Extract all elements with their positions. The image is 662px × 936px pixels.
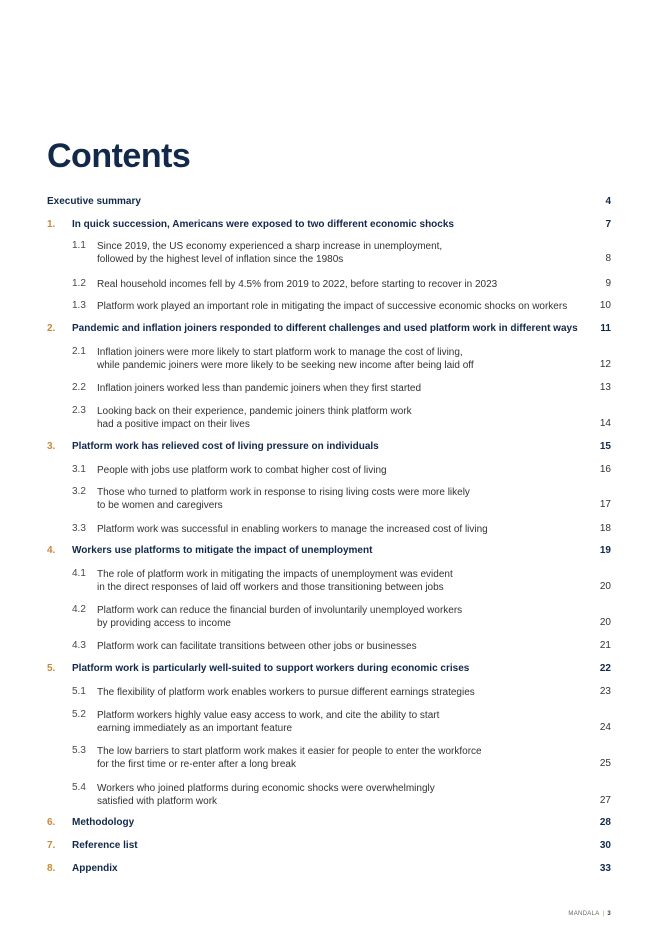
toc-subsection-line: followed by the highest level of inflation since the 1980s (97, 254, 344, 265)
toc-subsection[interactable] (0, 240, 662, 266)
toc-subsection-title (97, 405, 577, 431)
toc-subsection-title (97, 382, 577, 395)
toc-subsection-line: earning immediately as an important feature (97, 723, 293, 734)
toc-subsection[interactable] (0, 382, 662, 395)
toc-section[interactable] (0, 840, 662, 854)
toc-section-title: Platform work is particularly well-suited to support workers during economic crises (72, 663, 470, 674)
toc-subsection-line: while pandemic joiners were more likely to be seeking new income after being laid off (97, 360, 474, 371)
toc-subsection-title (97, 745, 577, 771)
toc-subsection-line: The role of platform work in mitigating the impacts of unemployment was evident (97, 569, 453, 580)
toc-subsection-title (97, 523, 577, 536)
toc-section-title: Workers use platforms to mitigate the impact of unemployment (72, 545, 373, 556)
toc-subsection-line: in the direct responses of laid off workers and those transitioning between jobs (97, 582, 444, 593)
toc-section-title: Methodology (72, 817, 135, 828)
toc-page-number: 27 (599, 795, 611, 806)
toc-subsection-line: for the first time or re-enter after a long break (97, 759, 296, 770)
toc-subsection-title (97, 568, 577, 594)
toc-subsection-line: Platform work can facilitate transitions between other jobs or businesses (97, 641, 417, 652)
toc-subsection[interactable] (0, 709, 662, 735)
toc-subsection[interactable] (0, 782, 662, 808)
toc-section-title: Pandemic and inflation joiners responded to different challenges and used platform work in different ways (72, 323, 578, 334)
toc-page-number: 13 (599, 382, 611, 393)
toc-subsection-number: 3.2 (72, 486, 86, 497)
toc-subsection-number: 5.1 (72, 686, 86, 697)
toc-page-number: 18 (599, 523, 611, 534)
toc-section-title: In quick succession, Americans were exposed to two different economic shocks (72, 219, 454, 230)
toc-subsection-line: to be women and caregivers (97, 500, 223, 511)
toc-page-number: 17 (599, 499, 611, 510)
toc-subsection[interactable] (0, 604, 662, 630)
toc-subsection-line: Those who turned to platform work in response to rising living costs were more likely (97, 487, 470, 498)
toc-subsection-title (97, 278, 577, 291)
toc-subsection[interactable] (0, 568, 662, 594)
toc-subsection-line: Real household incomes fell by 4.5% from 2019 to 2022, before starting to recover in 2023 (97, 279, 498, 290)
toc-subsection[interactable] (0, 640, 662, 653)
toc-subsection-number: 4.2 (72, 604, 86, 615)
toc-page-number: 8 (605, 253, 611, 264)
toc-page-number: 33 (599, 863, 611, 874)
toc-subsection-line: Platform work was successful in enabling workers to manage the increased cost of living (97, 524, 488, 535)
toc-subsection[interactable] (0, 300, 662, 313)
toc-subsection-line: The low barriers to start platform work makes it easier for people to enter the workforce (97, 746, 482, 757)
toc-section[interactable] (0, 663, 662, 677)
toc-subsection-title (97, 240, 577, 266)
toc-page-number: 24 (599, 722, 611, 733)
toc-section-number: 6. (47, 817, 56, 828)
toc-subsection-number: 4.1 (72, 568, 86, 579)
toc-section-title: Appendix (72, 863, 118, 874)
toc-subsection-title (97, 464, 577, 477)
toc-subsection-line: by providing access to income (97, 618, 231, 629)
footer-separator: | (602, 911, 605, 917)
toc-subsection-number: 4.3 (72, 640, 86, 651)
toc-section[interactable] (0, 219, 662, 233)
toc-subsection-number: 3.3 (72, 523, 86, 534)
toc-page-number: 19 (599, 545, 611, 556)
toc-page-number: 22 (599, 663, 611, 674)
toc-section-number: 8. (47, 863, 56, 874)
toc-subsection-number: 1.2 (72, 278, 86, 289)
toc-page-number: 28 (599, 817, 611, 828)
toc-subsection[interactable] (0, 745, 662, 771)
toc-subsection[interactable] (0, 464, 662, 477)
toc-subsection-title (97, 686, 577, 699)
page-title: Contents (47, 137, 191, 175)
toc-page-number: 20 (599, 617, 611, 628)
toc-subsection-number: 2.3 (72, 405, 86, 416)
toc-subsection-line: Platform work can reduce the financial burden of involuntarily unemployed workers (97, 605, 463, 616)
toc-subsection-number: 5.2 (72, 709, 86, 720)
toc-subsection-line: People with jobs use platform work to combat higher cost of living (97, 465, 387, 476)
toc-subsection-line: Since 2019, the US economy experienced a sharp increase in unemployment, (97, 241, 443, 252)
toc-section-number: 2. (47, 323, 56, 334)
toc-subsection-line: Inflation joiners worked less than pandemic joiners when they first started (97, 383, 422, 394)
toc-page-number: 23 (599, 686, 611, 697)
toc-subsection-title (97, 604, 577, 630)
toc-page-number: 15 (599, 441, 611, 452)
toc-page-number: 14 (599, 418, 611, 429)
toc-subsection-line: Looking back on their experience, pandemic joiners think platform work (97, 406, 412, 417)
toc-subsection-line: Platform workers highly value easy access to work, and cite the ability to start (97, 710, 440, 721)
toc-page-number: 20 (599, 581, 611, 592)
toc-section[interactable] (0, 323, 662, 337)
toc-section[interactable] (0, 545, 662, 559)
toc-entry-executive-summary[interactable] (0, 196, 662, 210)
toc-section-title: Platform work has relieved cost of living pressure on individuals (72, 441, 379, 452)
toc-subsection-line: Platform work played an important role in mitigating the impact of successive economic shocks on workers (97, 301, 568, 312)
toc-subsection-title (97, 782, 577, 808)
toc-section[interactable] (0, 441, 662, 455)
toc-page-number: 4 (605, 196, 611, 207)
toc-subsection-number: 2.1 (72, 346, 86, 357)
footer-page-number: 3 (607, 911, 611, 917)
toc-page-number: 25 (599, 758, 611, 769)
toc-page-number: 30 (599, 840, 611, 851)
toc-subsection-title (97, 300, 577, 313)
toc-subsection-line: had a positive impact on their lives (97, 419, 250, 430)
toc-page-number: 11 (600, 323, 611, 334)
toc-subsection-number: 1.3 (72, 300, 86, 311)
toc-subsection[interactable] (0, 523, 662, 536)
toc-page-number: 16 (599, 464, 611, 475)
toc-page-number: 12 (599, 359, 611, 370)
toc-subsection-title (97, 486, 577, 512)
toc-subsection[interactable] (0, 278, 662, 291)
toc-page-number: 10 (599, 300, 611, 311)
toc-subsection-number: 2.2 (72, 382, 86, 393)
toc-subsection-number: 5.4 (72, 782, 86, 793)
toc-section-number: 4. (47, 545, 56, 556)
toc-subsection-number: 5.3 (72, 745, 86, 756)
toc-section-number: 1. (47, 219, 56, 230)
toc-subsection-title (97, 346, 577, 372)
toc-subsection-title (97, 709, 577, 735)
toc-section-number: 3. (47, 441, 56, 452)
toc-page-number: 9 (605, 278, 611, 289)
toc-subsection-number: 1.1 (72, 240, 86, 251)
toc-section[interactable] (0, 817, 662, 831)
toc-page-number: 7 (605, 219, 611, 230)
toc-section-title: Reference list (72, 840, 138, 851)
page-footer (568, 911, 611, 917)
toc-heading: Executive summary (47, 196, 141, 207)
toc-subsection-line: Inflation joiners were more likely to start platform work to manage the cost of living, (97, 347, 463, 358)
toc-section-number: 5. (47, 663, 56, 674)
toc-subsection-number: 3.1 (72, 464, 86, 475)
toc-section-number: 7. (47, 840, 56, 851)
toc-subsection[interactable] (0, 486, 662, 512)
toc-subsection[interactable] (0, 405, 662, 431)
toc-subsection-line: satisfied with platform work (97, 796, 218, 807)
toc-subsection-line: The flexibility of platform work enables workers to pursue different earnings strategies (97, 687, 475, 698)
toc-page-number: 21 (599, 640, 611, 651)
footer-brand: MANDALA (568, 911, 600, 917)
toc-subsection-title (97, 640, 577, 653)
toc-subsection-line: Workers who joined platforms during economic shocks were overwhelmingly (97, 783, 435, 794)
toc-subsection[interactable] (0, 686, 662, 699)
toc-subsection[interactable] (0, 346, 662, 372)
toc-section[interactable] (0, 863, 662, 877)
